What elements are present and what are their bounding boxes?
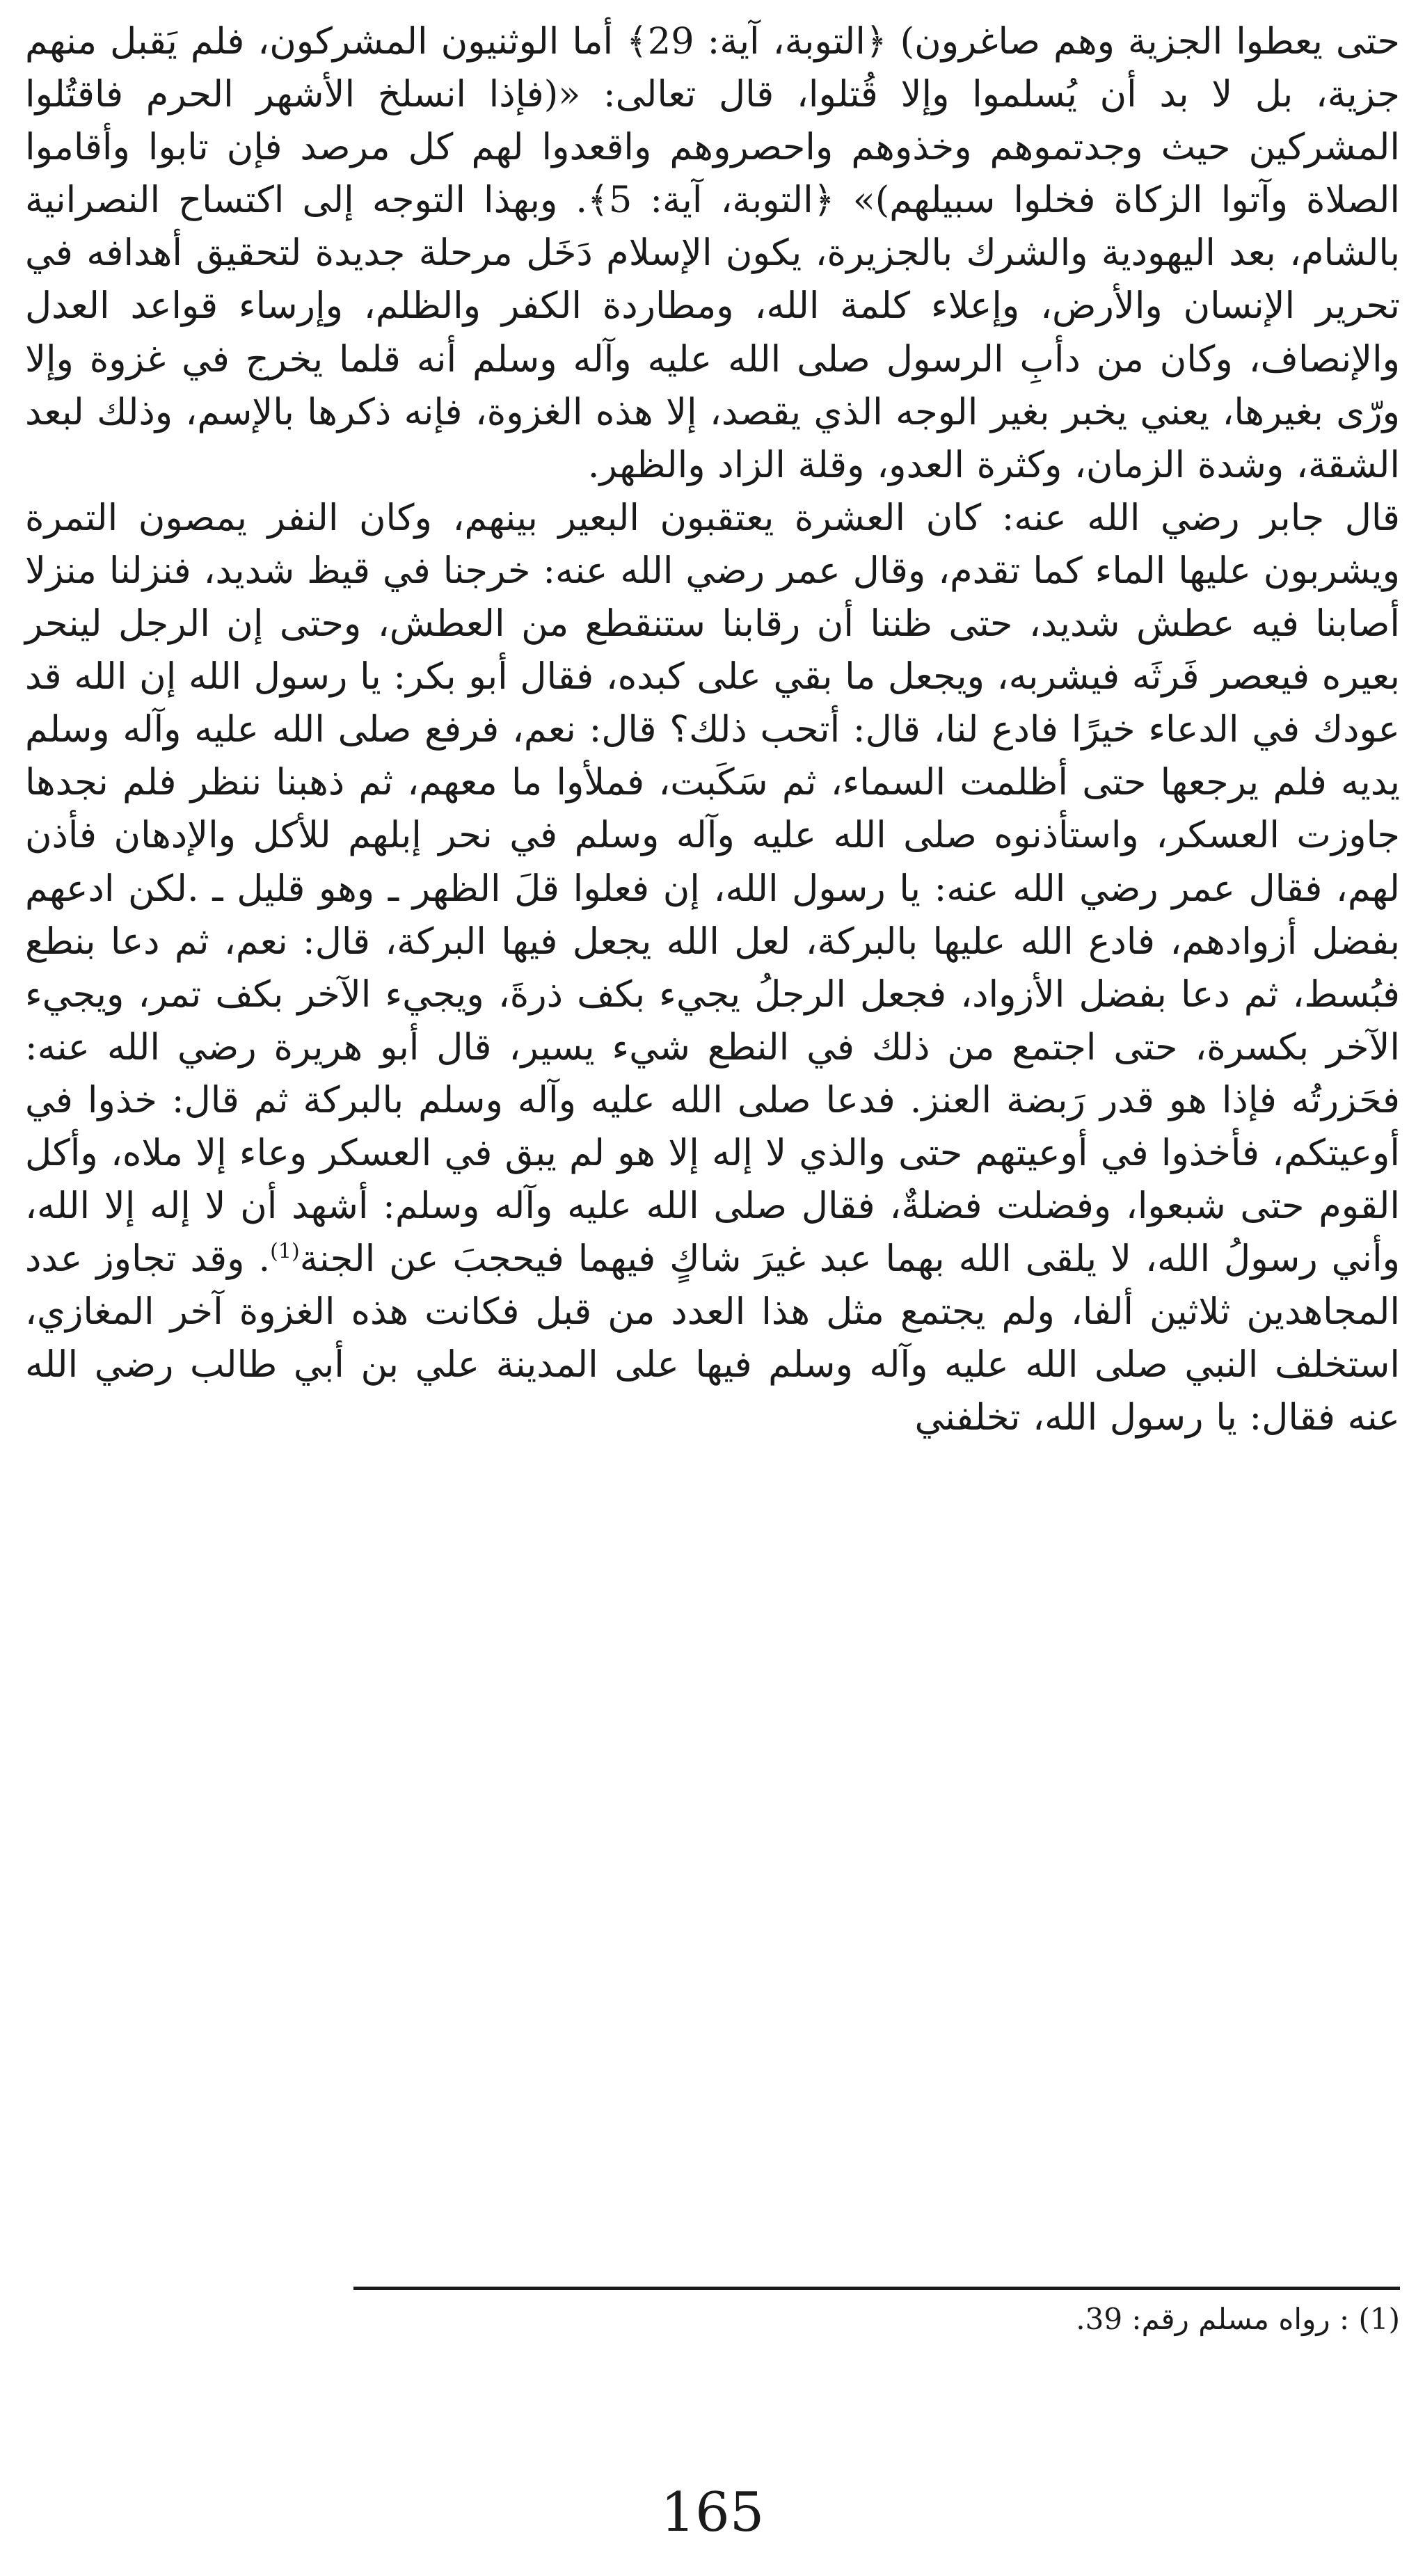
paragraph-1: حتى يعطوا الجزية وهم صاغرون) ﴿التوبة، آية: 29﴾ أما الوثنيون المشركون، فلم يَقبل منهم جزية، بل لا بد أن يُسلموا وإلا قُتلوا، قال تعالى: «(فإذا انسلخ الأشهر الحرم فاقتُلوا المشركين حيث وجدتموهم وخذوهم واحصروهم واقعدوا لهم كل مرصد فإن تابوا وأقاموا الصلاة وآتوا الزكاة فخلوا سبيلهم)» ﴿التوبة، آية: 5﴾. وبهذا التوجه إلى اكتساح النصرانية بالشام، بعد اليهودية والشرك بالجزيرة، يكون الإسلام دَخَل مرحلة جديدة لتحقيق أهدافه في تحرير الإنسان والأرض، وإعلاء كلمة الله، ومطاردة الكفر والظلم، وإرساء قواعد العدل والإنصاف، وكان من دأبِ الرسول صلى الله عليه وآله وسلم أنه قلما يخرج في غزوة وإلا ورّى بغيرها، يعني يخبر بغير الوجه الذي يقصد، إلا هذه الغزوة، فإنه ذكرها بالإسم، وذلك لبعد الشقة، وشدة الزمان، وكثرة العدو، وقلة الزاد والظهر. bbox=[25, 20, 1400, 486]
footnote: (1) : رواه مسلم رقم: 39. bbox=[1076, 2302, 1400, 2336]
paragraph-2-text: قال جابر رضي الله عنه: كان العشرة يعتقبون البعير بينهم، وكان النفر يمصون التمرة ويشربون عليها الماء كما تقدم، وقال عمر رضي الله عنه: خرجنا في قيظ شديد، فنزلنا منزلا أصابنا فيه عطش شديد، حتى ظننا أن رقابنا ستنقطع من العطش، وحتى إن الرجل لينحر بعيره فيعصر فَرثَه فيشربه، ويجعل ما بقي على كبده، فقال أبو بكر: يا رسول الله إن الله قد عودك في الدعاء خيرًا فادع لنا، قال: أتحب ذلك؟ قال: نعم، فرفع صلى الله عليه وآله وسلم يديه فلم يرجعها حتى أظلمت السماء، ثم سَكَبت، فملأوا ما معهم، ثم ذهبنا ننظر فلم نجدها جاوزت العسكر، واستأذنوه صلى الله عليه وآله وسلم في نحر إبلهم للأكل والإدهان فأذن لهم، فقال عمر رضي الله عنه: يا رسول الله، إن فعلوا قلَ الظهر ـ وهو قليل ـ .لكن ادعهم بفضل أزوادهم، فادع الله عليها بالبركة، لعل الله يجعل فيها البركة، قال: نعم، ثم دعا بنطع فبُسط، ثم دعا بفضل الأزواد، فجعل الرجلُ يجيء بكف ذرةَ، ويجيء الآخر بكف تمر، ويجيء الآخر بكسرة، حتى اجتمع من ذلك في النطع شيء يسير، قال أبو هريرة رضي الله عنه: فحَزرتُه فإذا هو قدر رَبضة العنز. فدعا صلى الله عليه وآله وسلم بالبركة ثم قال: خذوا في أوعيتكم، فأخذوا في أوعيتهم حتى والذي لا إله إلا هو لم يبق في العسكر وعاء إلا ملاه، وأكل القوم حتى شبعوا، وفضلت فضلةٌ، فقال صلى الله عليه وآله وسلم: أشهد أن لا إله إلا الله، وأني رسولُ الله، لا يلقى الله بهما عبد غيرَ شاكٍ فيهما فيحجبَ عن الجنة bbox=[25, 496, 1400, 1281]
paragraph-2 bbox=[25, 492, 1400, 1445]
footnote-reference: (1) bbox=[270, 1239, 300, 1264]
book-page bbox=[25, 15, 1400, 2561]
footnote-separator bbox=[353, 2287, 1400, 2290]
paragraph-2-tail: . وقد تجاوز عدد المجاهدين ثلاثين ألفا، ولم يجتمع مثل هذا العدد من قبل فكانت هذه الغزوة آخر المغازي، استخلف النبي صلى الله عليه وآله وسلم فيها على المدينة علي بن أبي طالب رضي الله عنه فقال: يا رسول الله، تخلفني bbox=[25, 1238, 1400, 1439]
page-number: 165 bbox=[660, 2481, 765, 2544]
main-text bbox=[25, 15, 1400, 1445]
